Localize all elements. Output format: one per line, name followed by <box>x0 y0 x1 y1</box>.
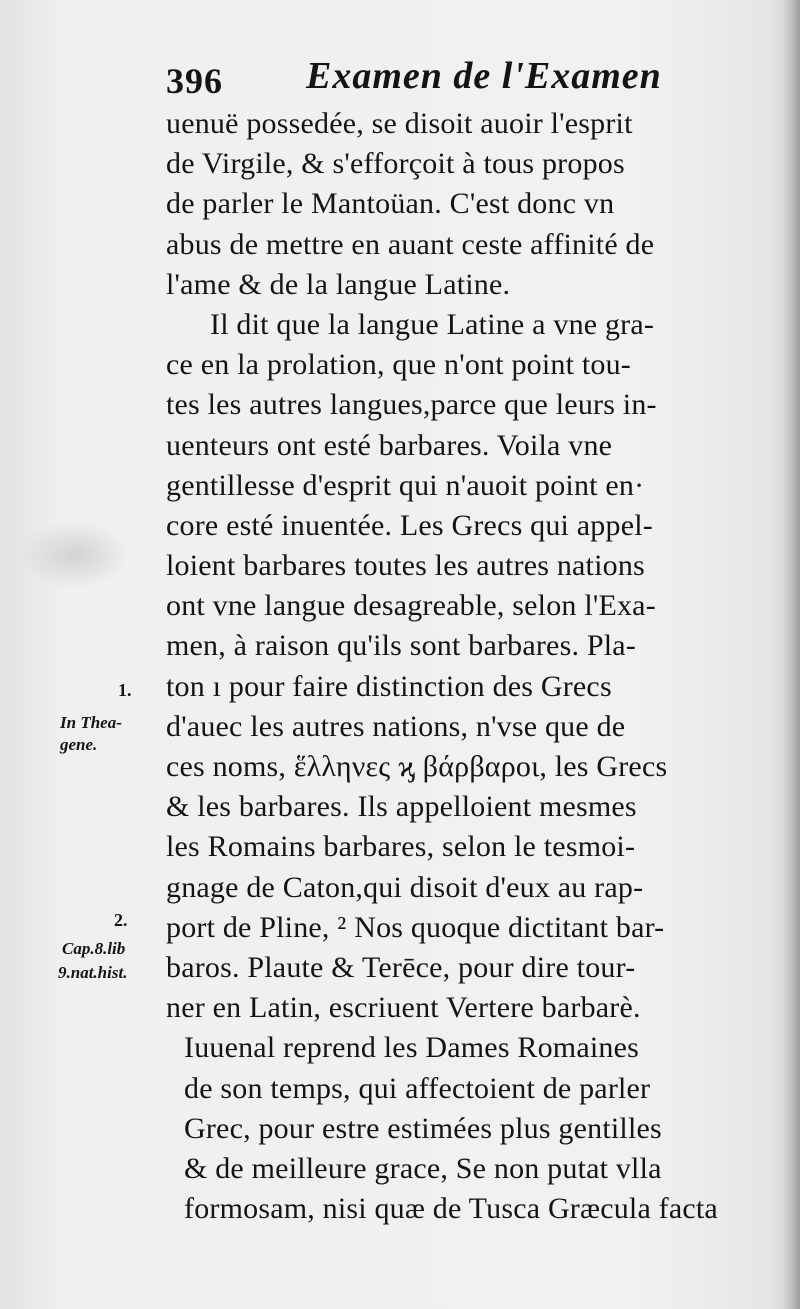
text-line: formosam, nisi quæ de Tusca Græcula facta <box>184 1192 718 1226</box>
text-line: de parler le Mantoüan. C'est donc vn <box>166 187 615 221</box>
text-line: ont vne langue desagreable, selon l'Exa- <box>166 589 656 623</box>
margin-note-number: 1. <box>118 680 132 700</box>
text-line: & les barbares. Ils appelloient mesmes <box>166 790 637 824</box>
text-line: les Romains barbares, selon le tesmoi- <box>166 830 636 864</box>
text-line: loient barbares toutes les autres nations <box>166 549 645 583</box>
text-line: de Virgile, & s'efforçoit à tous propos <box>166 147 625 181</box>
text-line: uenteurs ont esté barbares. Voila vne <box>166 428 613 462</box>
running-head <box>166 52 662 101</box>
margin-note-number: 2. <box>114 910 128 930</box>
text-line: ces noms, ἕλληνες ϗ βάρβαροι, les Grecs <box>166 750 668 783</box>
text-line: & de meilleure grace, Se non putat vlla <box>184 1151 662 1185</box>
margin-note-text: Cap.8.lib <box>62 939 126 958</box>
text-line: abus de mettre en auant ceste affinité de <box>166 227 655 261</box>
paragraph-start-line: Il dit que la langue Latine a vne gra- <box>210 307 655 341</box>
margin-note-text: 9.nat.hist. <box>58 963 128 982</box>
text-line: d'auec les autres nations, n'vse que de <box>166 709 626 743</box>
page-edge-shadow <box>782 0 800 1309</box>
text-line: de son temps, qui affectoient de parler <box>184 1071 651 1105</box>
text-line: tes les autres langues,parce que leurs in- <box>166 388 657 422</box>
text-line: baros. Plaute & Terēce, pour dire tour- <box>166 950 636 984</box>
text-line: ner en Latin, escriuent Vertere barbarè. <box>166 991 641 1025</box>
page-number: 396 <box>166 61 223 101</box>
text-line: Iuuenal reprend les Dames Romaines <box>184 1031 639 1065</box>
text-line: ce en la prolation, que n'ont point tou- <box>166 348 631 382</box>
text-line: Grec, pour estre estimées plus gentilles <box>184 1111 662 1145</box>
margin-notes <box>0 0 180 1309</box>
running-title: Examen de l'Examen <box>306 55 662 97</box>
text-line: core esté inuentée. Les Grecs qui appel- <box>166 508 653 542</box>
text-line: l'ame & de la langue Latine. <box>166 267 511 301</box>
text-line: men, à raison qu'ils sont barbares. Pla- <box>166 629 636 663</box>
body-text <box>166 104 766 1229</box>
margin-note-text: gene. <box>60 735 98 754</box>
margin-note-text: In Thea- <box>60 713 122 732</box>
text-line: gnage de Caton,qui disoit d'eux au rap- <box>166 870 644 904</box>
text-line: uenuë possedée, se disoit auoir l'esprit <box>166 107 633 140</box>
text-line: port de Pline, ² Nos quoque dictitant bar- <box>166 910 665 944</box>
text-line: ton ı pour faire distinction des Grecs <box>166 669 612 703</box>
text-line: gentillesse d'esprit qui n'auoit point en· <box>166 468 645 502</box>
